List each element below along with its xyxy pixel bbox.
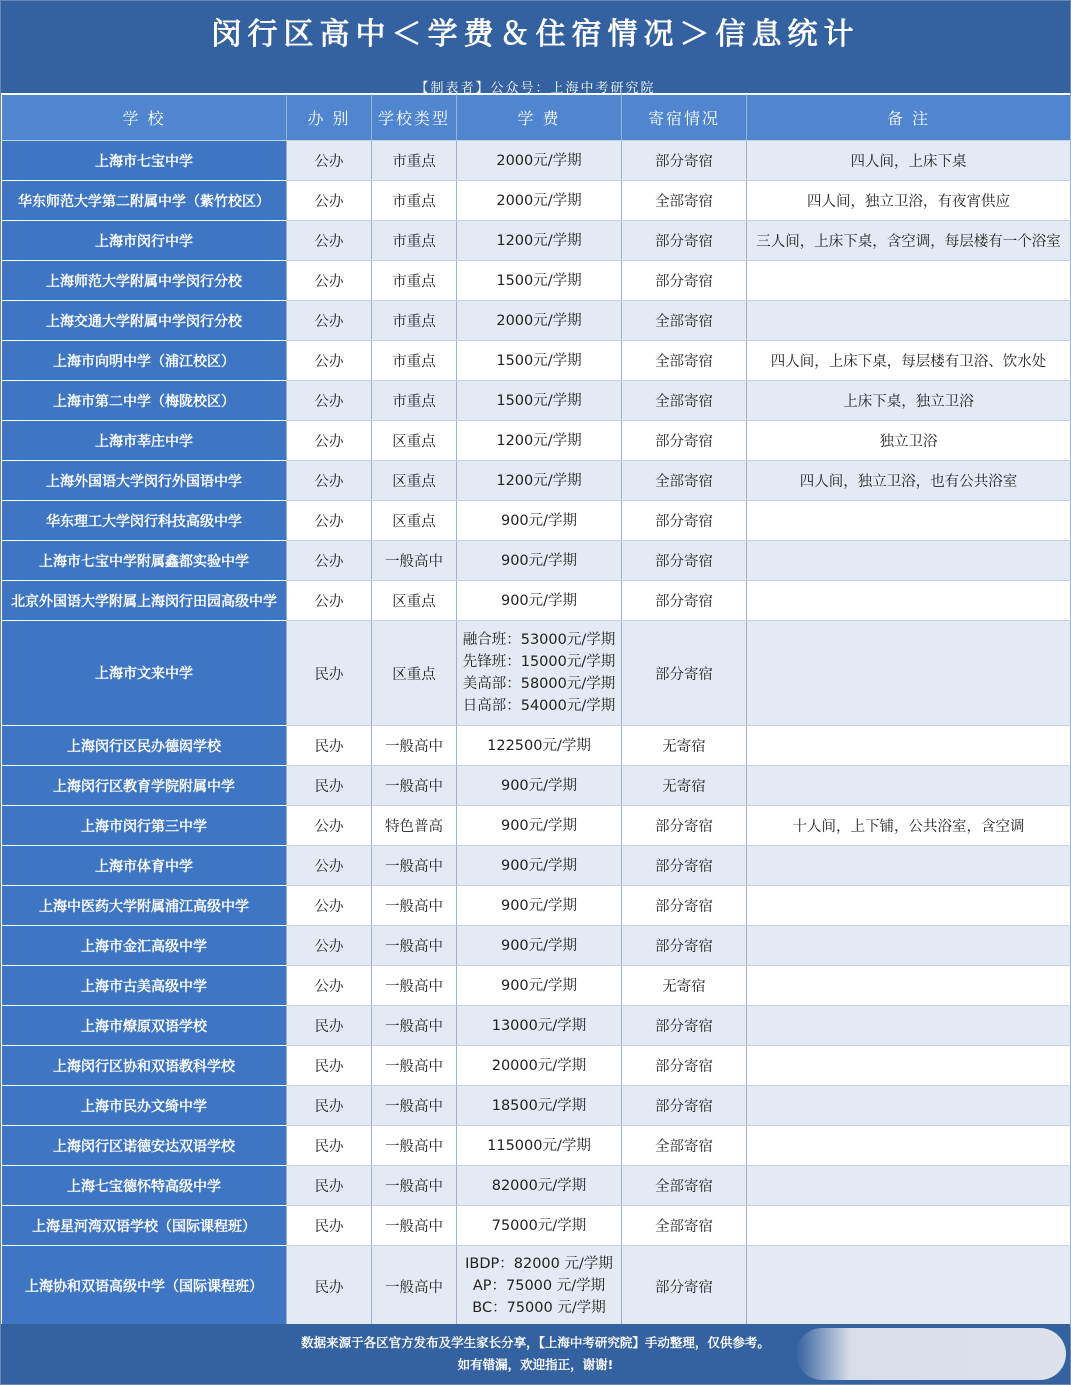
notes-cell — [747, 1246, 1071, 1327]
boarding-cell: 部分寄宿 — [622, 1086, 747, 1126]
table-row — [2, 621, 1071, 726]
tuition-cell — [457, 966, 622, 1006]
school-name-cell: 华东师范大学第二附属中学（紫竹校区） — [2, 181, 287, 221]
column-header-type: 办 别 — [287, 95, 372, 141]
tuition-line: BC：75000 元/学期 — [472, 1300, 606, 1316]
tuition-cell — [457, 581, 622, 621]
tuition-line: 82000元/学期 — [491, 1177, 587, 1194]
school-name-cell: 上海闵行区协和双语教科学校 — [2, 1046, 287, 1086]
ownership-cell: 公办 — [287, 381, 372, 421]
boarding-cell: 部分寄宿 — [622, 141, 747, 181]
tuition-line: IBDP：82000 元/学期 — [465, 1256, 613, 1272]
boarding-cell: 部分寄宿 — [622, 1246, 747, 1327]
table-row — [2, 1126, 1071, 1166]
school-level-cell: 特色普高 — [372, 806, 457, 846]
table-row — [2, 261, 1071, 301]
table-row — [2, 726, 1071, 766]
table-row — [2, 1046, 1071, 1086]
notes-cell — [747, 1006, 1071, 1046]
tuition-line: 1500元/学期 — [496, 352, 582, 369]
tuition-line: 融合班：53000元/学期 — [462, 632, 616, 648]
table-row — [2, 301, 1071, 341]
tuition-cell — [457, 461, 622, 501]
ownership-cell: 公办 — [287, 341, 372, 381]
school-level-cell: 一般高中 — [372, 1166, 457, 1206]
tuition-cell — [457, 1126, 622, 1166]
school-table — [1, 94, 1071, 1327]
boarding-cell: 无寄宿 — [622, 726, 747, 766]
boarding-cell: 部分寄宿 — [622, 541, 747, 581]
notes-cell: 四人间，独立卫浴，有夜宵供应 — [747, 181, 1071, 221]
boarding-cell: 全部寄宿 — [622, 341, 747, 381]
ownership-cell: 民办 — [287, 1206, 372, 1246]
tuition-line: 122500元/学期 — [487, 737, 591, 754]
tuition-line: 1200元/学期 — [496, 232, 582, 249]
school-level-cell: 区重点 — [372, 501, 457, 541]
school-name-cell: 上海市民办文绮中学 — [2, 1086, 287, 1126]
school-level-cell: 一般高中 — [372, 966, 457, 1006]
school-level-cell: 一般高中 — [372, 1246, 457, 1327]
table-row — [2, 886, 1071, 926]
school-level-cell: 市重点 — [372, 341, 457, 381]
notes-cell — [747, 846, 1071, 886]
ownership-cell: 公办 — [287, 261, 372, 301]
table-row — [2, 806, 1071, 846]
ownership-cell: 公办 — [287, 501, 372, 541]
boarding-cell: 无寄宿 — [622, 766, 747, 806]
tuition-line: 900元/学期 — [500, 817, 578, 834]
school-level-cell: 一般高中 — [372, 541, 457, 581]
school-name-cell: 上海市闵行第三中学 — [2, 806, 287, 846]
tuition-line: 1500元/学期 — [496, 272, 582, 289]
school-name-cell: 上海市七宝中学 — [2, 141, 287, 181]
school-level-cell: 市重点 — [372, 141, 457, 181]
boarding-cell: 全部寄宿 — [622, 1206, 747, 1246]
notes-cell: 四人间，上床下桌 — [747, 141, 1071, 181]
tuition-cell — [457, 421, 622, 461]
tuition-cell — [457, 261, 622, 301]
notes-cell — [747, 766, 1071, 806]
tuition-line: 18500元/学期 — [491, 1097, 587, 1114]
notes-cell — [747, 966, 1071, 1006]
ownership-cell: 民办 — [287, 1086, 372, 1126]
notes-cell — [747, 1206, 1071, 1246]
boarding-cell: 部分寄宿 — [622, 806, 747, 846]
school-name-cell: 上海市向明中学（浦江校区） — [2, 341, 287, 381]
school-name-cell: 上海交通大学附属中学闵行分校 — [2, 301, 287, 341]
notes-cell — [747, 1086, 1071, 1126]
boarding-cell: 无寄宿 — [622, 966, 747, 1006]
notes-cell: 上床下桌，独立卫浴 — [747, 381, 1071, 421]
school-name-cell: 华东理工大学闵行科技高级中学 — [2, 501, 287, 541]
tuition-line: 900元/学期 — [500, 592, 578, 609]
school-name-cell: 上海市文来中学 — [2, 621, 287, 726]
school-level-cell: 区重点 — [372, 581, 457, 621]
notes-cell — [747, 261, 1071, 301]
ownership-cell: 公办 — [287, 886, 372, 926]
tuition-line: 900元/学期 — [500, 857, 578, 874]
boarding-cell: 部分寄宿 — [622, 421, 747, 461]
tuition-line: 1200元/学期 — [496, 432, 582, 449]
tuition-line: 900元/学期 — [500, 777, 578, 794]
boarding-cell: 部分寄宿 — [622, 1046, 747, 1086]
boarding-cell: 全部寄宿 — [622, 461, 747, 501]
school-name-cell: 上海市莘庄中学 — [2, 421, 287, 461]
boarding-cell: 部分寄宿 — [622, 501, 747, 541]
school-level-cell: 一般高中 — [372, 1126, 457, 1166]
tuition-line: 20000元/学期 — [491, 1057, 587, 1074]
ownership-cell: 公办 — [287, 926, 372, 966]
table-row — [2, 966, 1071, 1006]
school-name-cell: 上海市燎原双语学校 — [2, 1006, 287, 1046]
column-header-notes: 备 注 — [747, 95, 1071, 141]
ownership-cell: 民办 — [287, 1046, 372, 1086]
ownership-cell: 民办 — [287, 726, 372, 766]
school-level-cell: 市重点 — [372, 381, 457, 421]
tuition-cell — [457, 541, 622, 581]
table-row — [2, 141, 1071, 181]
table-row — [2, 846, 1071, 886]
notes-cell: 三人间，上床下桌，含空调，每层楼有一个浴室 — [747, 221, 1071, 261]
table-row — [2, 581, 1071, 621]
tuition-cell — [457, 381, 622, 421]
boarding-cell: 全部寄宿 — [622, 301, 747, 341]
column-header-school: 学 校 — [2, 95, 287, 141]
table-row — [2, 766, 1071, 806]
school-name-cell: 上海闵行区教育学院附属中学 — [2, 766, 287, 806]
table-row — [2, 501, 1071, 541]
notes-cell — [747, 886, 1071, 926]
table-row — [2, 381, 1071, 421]
notes-cell — [747, 1126, 1071, 1166]
table-row — [2, 541, 1071, 581]
school-level-cell: 一般高中 — [372, 766, 457, 806]
school-name-cell: 上海市体育中学 — [2, 846, 287, 886]
tuition-cell — [457, 341, 622, 381]
tuition-cell — [457, 181, 622, 221]
ownership-cell: 民办 — [287, 1126, 372, 1166]
school-name-cell: 上海市七宝中学附属鑫都实验中学 — [2, 541, 287, 581]
page-subtitle: 【制表者】公众号：上海中考研究院 — [415, 81, 656, 96]
table-row — [2, 926, 1071, 966]
notes-cell: 十人间，上下铺，公共浴室，含空调 — [747, 806, 1071, 846]
ownership-cell: 公办 — [287, 141, 372, 181]
tuition-line: 13000元/学期 — [491, 1017, 587, 1034]
watermark-blur — [796, 1328, 1066, 1380]
tuition-cell — [457, 1086, 622, 1126]
notes-cell — [747, 541, 1071, 581]
tuition-line: 2000元/学期 — [496, 312, 582, 329]
footer-source-note: 数据来源于各区官方发布及学生家长分享，【上海中考研究院】手动整理，仅供参考。 — [301, 1335, 770, 1350]
tuition-cell — [457, 846, 622, 886]
table-row — [2, 1166, 1071, 1206]
tuition-cell — [457, 621, 622, 726]
table-row — [2, 181, 1071, 221]
ownership-cell: 公办 — [287, 966, 372, 1006]
boarding-cell: 部分寄宿 — [622, 261, 747, 301]
school-level-cell: 一般高中 — [372, 886, 457, 926]
notes-cell — [747, 726, 1071, 766]
tuition-cell — [457, 1206, 622, 1246]
notes-cell — [747, 926, 1071, 966]
tuition-line: 2000元/学期 — [496, 152, 582, 169]
ownership-cell: 公办 — [287, 421, 372, 461]
school-name-cell: 上海七宝德怀特高级中学 — [2, 1166, 287, 1206]
ownership-cell: 民办 — [287, 1166, 372, 1206]
school-level-cell: 一般高中 — [372, 926, 457, 966]
table-row — [2, 1086, 1071, 1126]
school-level-cell: 区重点 — [372, 421, 457, 461]
column-header-fee: 学 费 — [457, 95, 622, 141]
school-level-cell: 区重点 — [372, 461, 457, 501]
school-name-cell: 上海市第二中学（梅陇校区） — [2, 381, 287, 421]
notes-cell — [747, 1166, 1071, 1206]
tuition-cell — [457, 1046, 622, 1086]
notes-cell — [747, 581, 1071, 621]
boarding-cell: 部分寄宿 — [622, 621, 747, 726]
tuition-line: 75000元/学期 — [491, 1217, 587, 1234]
boarding-cell: 部分寄宿 — [622, 846, 747, 886]
table-row — [2, 421, 1071, 461]
notes-cell: 独立卫浴 — [747, 421, 1071, 461]
notes-cell — [747, 501, 1071, 541]
ownership-cell: 公办 — [287, 181, 372, 221]
tuition-cell — [457, 301, 622, 341]
table-header-row — [2, 95, 1071, 141]
boarding-cell: 部分寄宿 — [622, 926, 747, 966]
school-name-cell: 上海外国语大学闵行外国语中学 — [2, 461, 287, 501]
ownership-cell: 民办 — [287, 1246, 372, 1327]
tuition-cell — [457, 726, 622, 766]
table-row — [2, 1246, 1071, 1327]
notes-cell — [747, 621, 1071, 726]
boarding-cell: 全部寄宿 — [622, 1166, 747, 1206]
school-level-cell: 一般高中 — [372, 1206, 457, 1246]
boarding-cell: 全部寄宿 — [622, 181, 747, 221]
tuition-line: 1200元/学期 — [496, 472, 582, 489]
ownership-cell: 民办 — [287, 1006, 372, 1046]
column-header-boarding: 寄宿情况 — [622, 95, 747, 141]
table-body — [2, 141, 1071, 1327]
ownership-cell: 公办 — [287, 461, 372, 501]
table-row — [2, 461, 1071, 501]
tuition-line: 900元/学期 — [500, 552, 578, 569]
tuition-line: 900元/学期 — [500, 512, 578, 529]
ownership-cell: 公办 — [287, 301, 372, 341]
table-row — [2, 1006, 1071, 1046]
boarding-cell: 全部寄宿 — [622, 381, 747, 421]
notes-cell: 四人间，独立卫浴，也有公共浴室 — [747, 461, 1071, 501]
tuition-line: 115000元/学期 — [487, 1137, 591, 1154]
school-level-cell: 一般高中 — [372, 1046, 457, 1086]
school-level-cell: 一般高中 — [372, 726, 457, 766]
tuition-line: 1500元/学期 — [496, 392, 582, 409]
table-row — [2, 1206, 1071, 1246]
page-title: 闵行区高中＜学费＆住宿情况＞信息统计 — [211, 17, 860, 52]
tuition-cell — [457, 1006, 622, 1046]
school-level-cell: 市重点 — [372, 181, 457, 221]
ownership-cell: 公办 — [287, 846, 372, 886]
tuition-cell — [457, 221, 622, 261]
ownership-cell: 公办 — [287, 581, 372, 621]
tuition-line: 900元/学期 — [500, 897, 578, 914]
notes-cell: 四人间，上床下桌，每层楼有卫浴、饮水处 — [747, 341, 1071, 381]
notes-cell — [747, 301, 1071, 341]
column-header-level: 学校类型 — [372, 95, 457, 141]
tuition-cell — [457, 1166, 622, 1206]
tuition-line: 2000元/学期 — [496, 192, 582, 209]
school-name-cell: 上海市闵行中学 — [2, 221, 287, 261]
tuition-line: 先锋班：15000元/学期 — [462, 654, 616, 670]
notes-cell — [747, 1046, 1071, 1086]
school-level-cell: 一般高中 — [372, 1006, 457, 1046]
tuition-cell — [457, 141, 622, 181]
school-name-cell: 上海闵行区诺德安达双语学校 — [2, 1126, 287, 1166]
school-level-cell: 市重点 — [372, 261, 457, 301]
table-row — [2, 221, 1071, 261]
tuition-cell — [457, 1246, 622, 1327]
tuition-line: 900元/学期 — [500, 977, 578, 994]
school-level-cell: 一般高中 — [372, 846, 457, 886]
title-band — [1, 1, 1070, 94]
footer — [1, 1324, 1070, 1384]
ownership-cell: 公办 — [287, 806, 372, 846]
school-name-cell: 上海师范大学附属中学闵行分校 — [2, 261, 287, 301]
school-name-cell: 上海闵行区民办德闳学校 — [2, 726, 287, 766]
school-name-cell: 上海星河湾双语学校（国际课程班） — [2, 1206, 287, 1246]
tuition-line: 美高部：58000元/学期 — [462, 676, 616, 692]
boarding-cell: 部分寄宿 — [622, 1006, 747, 1046]
school-name-cell: 上海中医药大学附属浦江高级中学 — [2, 886, 287, 926]
tuition-cell — [457, 766, 622, 806]
ownership-cell: 民办 — [287, 766, 372, 806]
school-name-cell: 北京外国语大学附属上海闵行田园高级中学 — [2, 581, 287, 621]
tuition-cell — [457, 501, 622, 541]
ownership-cell: 民办 — [287, 621, 372, 726]
boarding-cell: 全部寄宿 — [622, 1126, 747, 1166]
school-level-cell: 市重点 — [372, 221, 457, 261]
school-level-cell: 区重点 — [372, 621, 457, 726]
ownership-cell: 公办 — [287, 221, 372, 261]
ownership-cell: 公办 — [287, 541, 372, 581]
boarding-cell: 部分寄宿 — [622, 886, 747, 926]
table-row — [2, 341, 1071, 381]
tuition-cell — [457, 926, 622, 966]
school-name-cell: 上海协和双语高级中学（国际课程班） — [2, 1246, 287, 1327]
tuition-line: AP：75000 元/学期 — [472, 1278, 606, 1294]
boarding-cell: 部分寄宿 — [622, 221, 747, 261]
tuition-line: 日高部：54000元/学期 — [462, 698, 616, 714]
footer-correction-note: 如有错漏，欢迎指正，谢谢! — [457, 1357, 614, 1372]
tuition-cell — [457, 806, 622, 846]
school-level-cell: 市重点 — [372, 301, 457, 341]
tuition-cell — [457, 886, 622, 926]
tuition-line: 900元/学期 — [500, 937, 578, 954]
school-name-cell: 上海市金汇高级中学 — [2, 926, 287, 966]
school-level-cell: 一般高中 — [372, 1086, 457, 1126]
school-name-cell: 上海市古美高级中学 — [2, 966, 287, 1006]
boarding-cell: 部分寄宿 — [622, 581, 747, 621]
